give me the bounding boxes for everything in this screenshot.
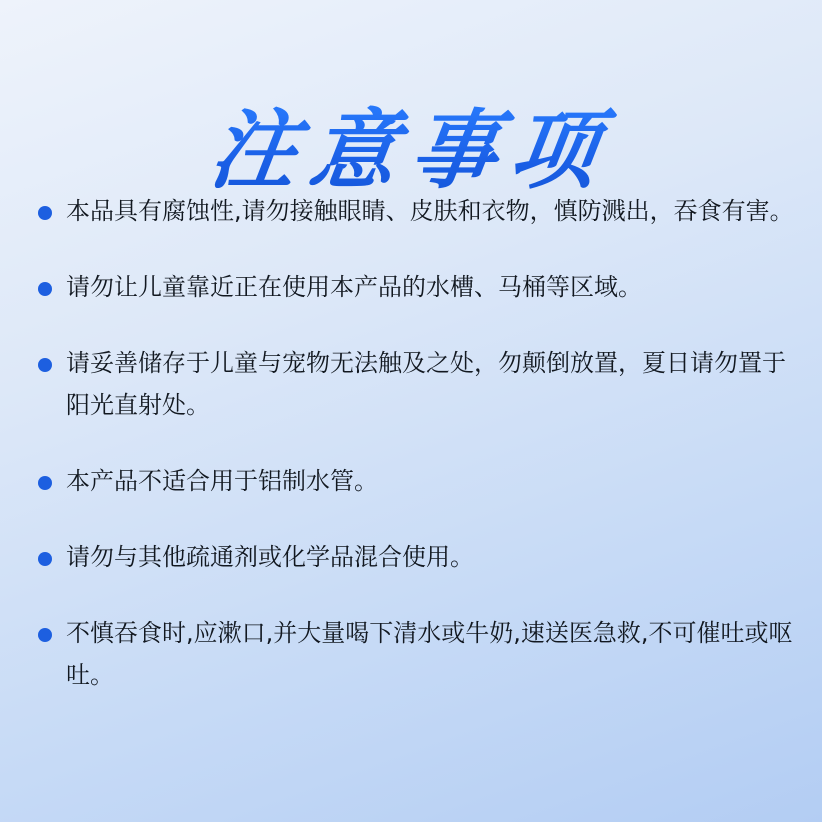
note-text: 请勿与其他疏通剂或化学品混合使用。: [66, 543, 474, 571]
page-title: 注意事项: [0, 96, 822, 206]
list-item: [34, 612, 804, 696]
list-item: [34, 266, 804, 308]
precautions-list: [34, 190, 804, 730]
bullet-icon: [38, 282, 52, 296]
note-text: 请勿让儿童靠近正在使用本产品的水槽、马桶等区域。: [66, 273, 642, 301]
note-text: 请妥善储存于儿童与宠物无法触及之处，勿颠倒放置，夏日请勿置于阳光直射处。: [66, 349, 786, 419]
bullet-icon: [38, 552, 52, 566]
list-item: [34, 190, 804, 232]
bullet-icon: [38, 206, 52, 220]
note-text: 不慎吞食时,应漱口,并大量喝下清水或牛奶,速送医急救,不可催吐或呕吐。: [66, 619, 793, 689]
list-item: [34, 342, 804, 426]
bullet-icon: [38, 358, 52, 372]
bullet-icon: [38, 628, 52, 642]
note-text: 本品具有腐蚀性,请勿接触眼睛、皮肤和衣物，慎防溅出，吞食有害。: [66, 197, 794, 225]
list-item: [34, 536, 804, 578]
list-item: [34, 460, 804, 502]
note-text: 本产品不适合用于铝制水管。: [66, 467, 378, 495]
bullet-icon: [38, 476, 52, 490]
